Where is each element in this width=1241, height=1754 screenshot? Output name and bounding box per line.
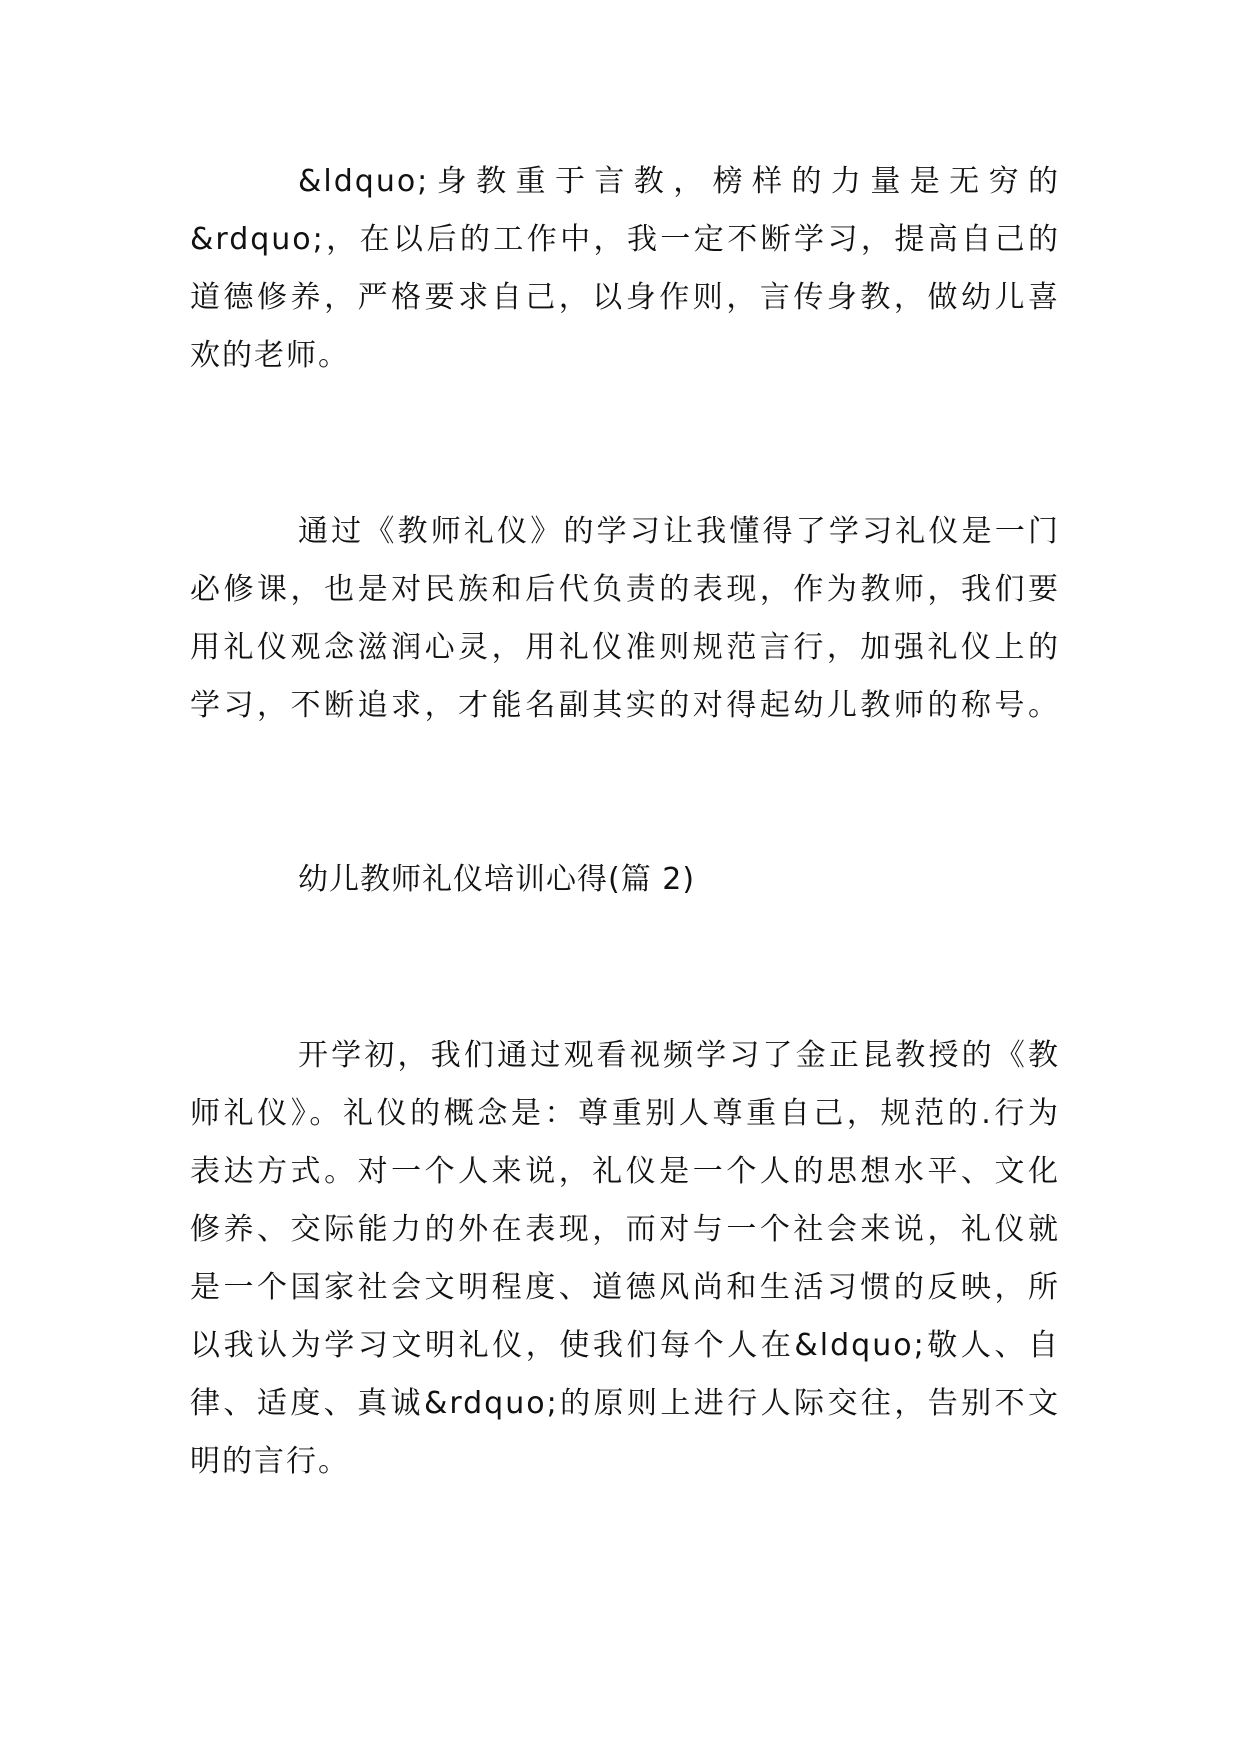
- paragraph-3-line-6: 以我认为学习文明礼仪，使我们每个人在&ldquo;敬人、自: [190, 1328, 1060, 1363]
- paragraph-3-line-2: 师礼仪》。礼仪的概念是：尊重别人尊重自己，规范的.行为: [190, 1096, 1060, 1131]
- paragraph-2-line-1: 通过《教师礼仪》的学习让我懂得了学习礼仪是一门: [298, 514, 1060, 549]
- paragraph-2-line-4: 学习，不断追求，才能名副其实的对得起幼儿教师的称号。: [190, 688, 1060, 723]
- paragraph-1-line-1: &ldquo;身教重于言教，榜样的力量是无穷的: [298, 164, 1060, 199]
- paragraph-3-line-4: 修养、交际能力的外在表现，而对与一个社会来说，礼仪就: [190, 1212, 1060, 1247]
- paragraph-3-line-3: 表达方式。对一个人来说，礼仪是一个人的思想水平、文化: [190, 1154, 1060, 1189]
- paragraph-3-line-7: 律、适度、真诚&rdquo;的原则上进行人际交往，告别不文: [190, 1386, 1060, 1421]
- paragraph-3-line-1: 开学初，我们通过观看视频学习了金正昆教授的《教: [298, 1038, 1060, 1073]
- section-heading: 幼儿教师礼仪培训心得(篇 2): [298, 862, 696, 897]
- paragraph-2-line-3: 用礼仪观念滋润心灵，用礼仪准则规范言行，加强礼仪上的: [190, 630, 1060, 665]
- paragraph-1-line-3: 道德修养，严格要求自己，以身作则，言传身教，做幼儿喜: [190, 280, 1060, 315]
- paragraph-1-line-2: &rdquo;，在以后的工作中，我一定不断学习，提高自己的: [190, 222, 1060, 257]
- paragraph-2-line-2: 必修课，也是对民族和后代负责的表现，作为教师，我们要: [190, 572, 1060, 607]
- paragraph-3-line-5: 是一个国家社会文明程度、道德风尚和生活习惯的反映，所: [190, 1270, 1060, 1305]
- paragraph-1-line-4: 欢的老师。: [190, 338, 350, 373]
- paragraph-3-line-8: 明的言行。: [190, 1444, 350, 1479]
